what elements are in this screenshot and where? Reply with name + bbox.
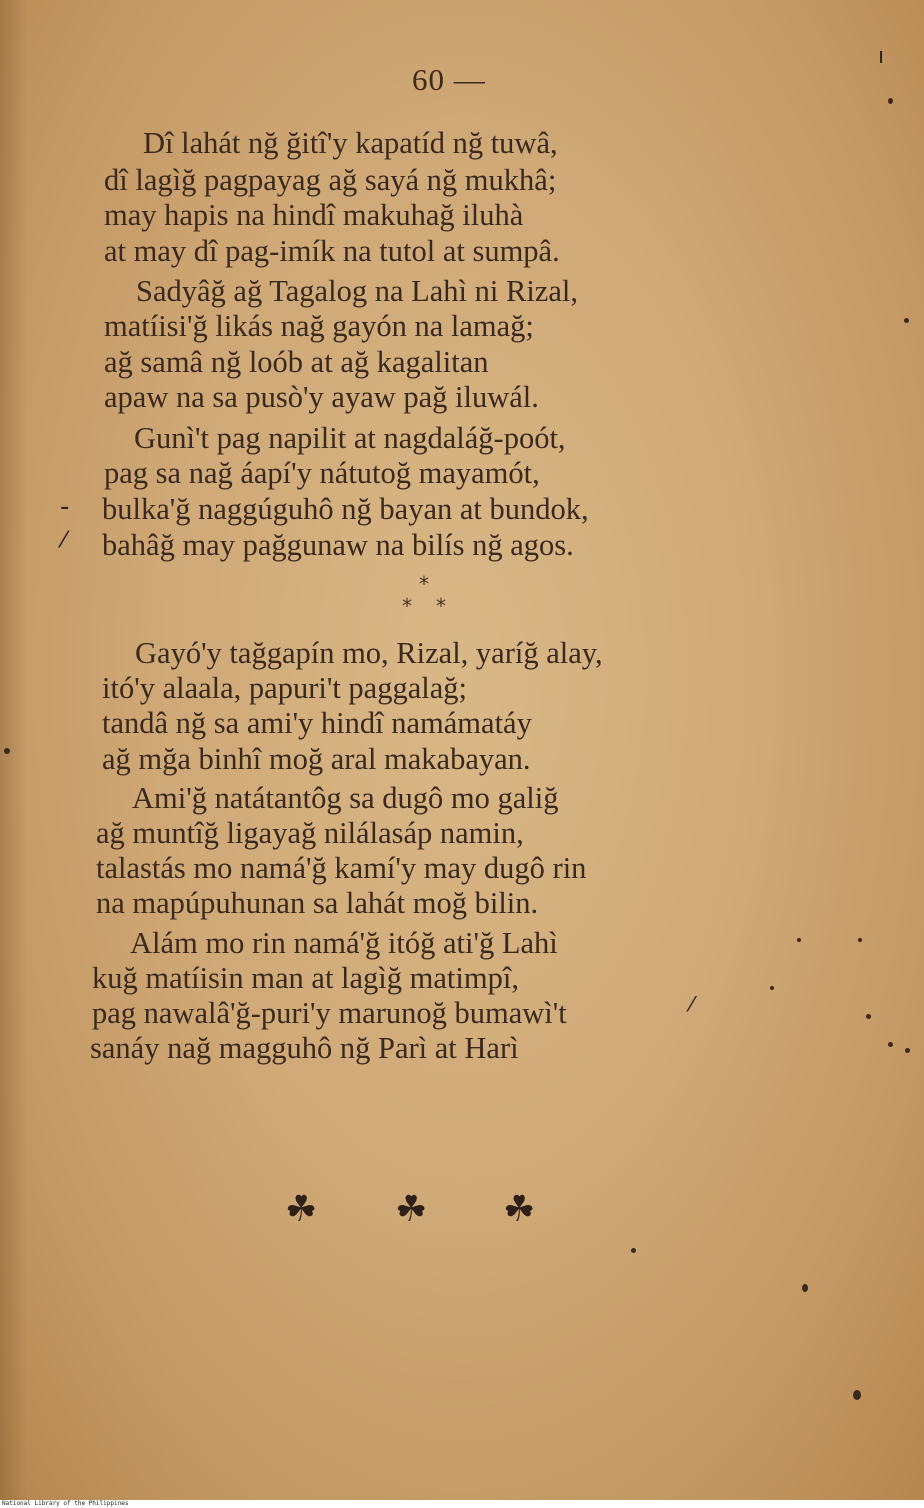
paper-speck	[853, 1390, 861, 1400]
paper-speck	[888, 98, 893, 104]
fleuron-icon: ☘	[503, 1189, 536, 1230]
poem-line: na mapúpuhunan sa lahát moğ bilin.	[96, 886, 539, 920]
poem-line: ağ samâ nğ loób at ağ kagalitan	[104, 345, 489, 379]
poem-line: matíisi'ğ likás nağ gayón na lamağ;	[104, 309, 534, 343]
poem-line: sanáy nağ magguhô nğ Parì at Harì	[90, 1031, 519, 1065]
paper-speck	[770, 986, 774, 990]
poem-line: ağ mğa binhî moğ aral makabayan.	[102, 742, 531, 776]
paper-speck	[866, 1014, 871, 1019]
margin-dash-mark: -	[60, 492, 70, 522]
poem-line: apaw na sa pusò'y ayaw pağ iluwál.	[104, 380, 539, 414]
page-number: 60 —	[412, 62, 486, 97]
poem-line: kuğ matíisin man at lagìğ matimpî,	[92, 961, 519, 995]
asterisk: *	[402, 594, 412, 618]
poem-line: pag sa nağ áapí'y nátutoğ mayamót,	[104, 456, 540, 490]
paper-speck	[802, 1284, 808, 1292]
poem-line: ağ muntîğ ligayağ nilálasáp namin,	[96, 816, 524, 850]
margin-tick-mark: ⁄	[690, 992, 694, 1016]
library-credit: National Library of the Philippines	[2, 1500, 129, 1507]
poem-line: pag nawalâ'ğ-puri'y marunoğ bumawì't	[92, 996, 567, 1030]
paper-speck	[858, 938, 862, 942]
fleuron-icon: ☘	[285, 1189, 318, 1230]
paper-speck	[797, 938, 801, 942]
fleuron-icon: ☘	[395, 1189, 428, 1230]
poem-line: talastás mo namá'ğ kamí'y may dugô rin	[96, 851, 587, 885]
poem-line: itó'y alaala, papuri't paggalağ;	[102, 671, 467, 705]
paper-speck	[904, 318, 909, 323]
margin-tick-mark: ı	[878, 44, 885, 69]
stanza-separator	[400, 572, 460, 622]
paper-speck	[888, 1042, 893, 1047]
poem-line: Sadyâğ ağ Tagalog na Lahì ni Rizal,	[136, 274, 578, 308]
poem-line: dî lagìğ pagpayag ağ sayá nğ mukhâ;	[104, 163, 557, 197]
poem-line: bahâğ may pağgunaw na bilís nğ agos.	[102, 528, 574, 562]
poem-line: Alám mo rin namá'ğ itóğ ati'ğ Lahì	[130, 926, 558, 960]
scan-footer	[0, 1500, 924, 1508]
poem-line: Gunì't pag napilit at nagdaláğ-poót,	[134, 421, 566, 455]
margin-tick-mark: ⁄	[62, 528, 66, 553]
paper-speck	[4, 748, 10, 754]
poem-line: bulka'ğ naggúguhô nğ bayan at bundok,	[102, 492, 589, 526]
poem-line: Gayó'y tağgapín mo, Rizal, yaríğ alay,	[135, 636, 603, 670]
asterisk: *	[419, 572, 429, 596]
paper-speck	[905, 1048, 910, 1053]
poem-line: Ami'ğ natátantôg sa dugô mo galiğ	[132, 781, 559, 815]
poem-line: Dî lahát nğ ğitî'y kapatíd nğ tuwâ,	[143, 126, 558, 160]
ornament-row	[285, 1189, 565, 1240]
paper-speck	[631, 1248, 636, 1253]
poem-line: at may dî pag-imík na tutol at sumpâ.	[104, 234, 560, 268]
asterisk: *	[436, 594, 446, 618]
poem-line: may hapis na hindî makuhağ iluhà	[104, 198, 524, 232]
poem-line: tandâ nğ sa ami'y hindî namámatáy	[102, 706, 532, 740]
